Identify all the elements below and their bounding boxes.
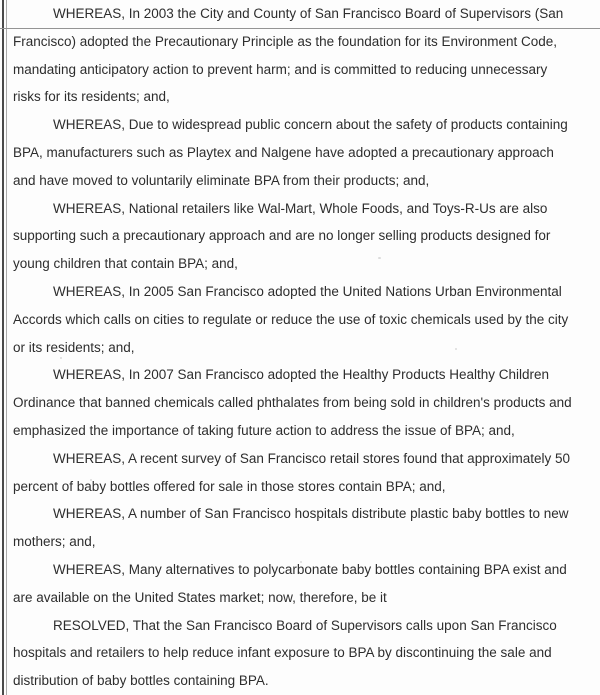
- text-line: WHEREAS, Due to widespread public concern about the safety of products containing: [53, 117, 568, 133]
- text-line: Ordinance that banned chemicals called phthalates from being sold in children's products and: [13, 395, 572, 411]
- scan-edge-line-dark: [2, 0, 4, 695]
- text-line: WHEREAS, A number of San Francisco hospitals distribute plastic baby bottles to new: [53, 506, 569, 522]
- text-line: hospitals and retailers to help reduce infant exposure to BPA by discontinuing the sale and: [13, 645, 552, 661]
- text-line: WHEREAS, Many alternatives to polycarbonate baby bottles containing BPA exist and: [53, 561, 567, 577]
- text-line: WHEREAS, National retailers like Wal-Mart, Whole Foods, and Toys-R-Us are also: [53, 200, 548, 216]
- text-line: are available on the United States market; now, therefore, be it: [13, 589, 387, 605]
- text-line: WHEREAS, In 2007 San Francisco adopted the Healthy Products Healthy Children: [53, 367, 550, 383]
- text-line: mothers; and,: [13, 534, 96, 550]
- text-line: Accords which calls on cities to regulate or reduce the use of toxic chemicals used by the city: [13, 311, 569, 327]
- text-line: risks for its residents; and,: [13, 89, 170, 105]
- text-line: distribution of baby bottles containing BPA.: [13, 673, 269, 689]
- text-line: supporting such a precautionary approach and are no longer selling products designed for: [13, 228, 551, 244]
- text-line: Francisco) adopted the Precautionary Principle as the foundation for its Environment Code,: [13, 33, 558, 49]
- text-line: BPA, manufacturers such as Playtex and Nalgene have adopted a precautionary approach: [13, 144, 554, 160]
- text-line: young children that contain BPA; and,: [13, 256, 238, 272]
- text-line: RESOLVED, That the San Francisco Board of Supervisors calls upon San Francisco: [53, 617, 557, 633]
- text-line: WHEREAS, A recent survey of San Francisco retail stores found that approximately 50: [53, 450, 570, 466]
- text-line: WHEREAS, In 2005 San Francisco adopted the United Nations Urban Environmental: [53, 283, 562, 299]
- text-line: WHEREAS, In 2003 the City and County of San Francisco Board of Supervisors (San: [53, 6, 564, 21]
- scan-edge-line-light: [6, 0, 7, 695]
- text-line: or its residents; and,: [13, 339, 135, 355]
- text-line: percent of baby bottles offered for sale in those stores contain BPA; and,: [13, 478, 446, 494]
- resolution-text: [13, 0, 600, 695]
- text-line: mandating anticipatory action to prevent harm; and is committed to reducing unnecessary: [13, 61, 548, 77]
- text-line: and have moved to voluntarily eliminate BPA from their products; and,: [13, 172, 430, 188]
- text-line: emphasized the importance of taking future action to address the issue of BPA; and,: [13, 422, 515, 438]
